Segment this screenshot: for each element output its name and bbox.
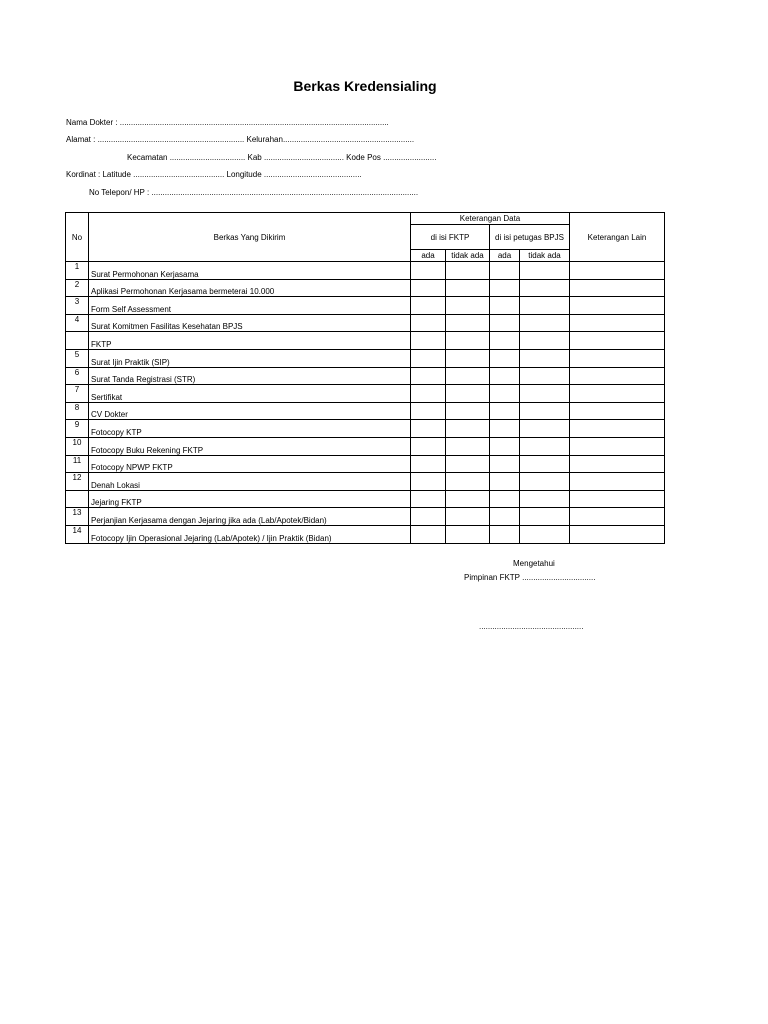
cell-ada-fktp[interactable] [411, 279, 446, 297]
header-keterangan-data: Keterangan Data [411, 213, 570, 225]
cell-keterangan-lain[interactable] [570, 262, 665, 280]
row-item: FKTP [89, 332, 411, 350]
table-row [66, 332, 665, 350]
row-no: 13 [66, 508, 89, 526]
cell-ada-fktp[interactable] [411, 332, 446, 350]
cell-tidak-ada-fktp[interactable] [446, 437, 490, 455]
cell-keterangan-lain[interactable] [570, 420, 665, 438]
table-row [66, 490, 665, 508]
table-body [66, 262, 665, 544]
cell-ada-fktp[interactable] [411, 297, 446, 315]
row-item: Perjanjian Kerjasama dengan Jejaring jika ada (Lab/Apotek/Bidan) [89, 508, 411, 526]
pimpinan-fktp-label: Pimpinan FKTP ................................. [464, 573, 596, 582]
table-row [66, 455, 665, 473]
cell-keterangan-lain[interactable] [570, 279, 665, 297]
row-item: Surat Ijin Praktik (SIP) [89, 349, 411, 367]
cell-tidak-ada-bpjs[interactable] [520, 420, 570, 438]
cell-tidak-ada-bpjs[interactable] [520, 297, 570, 315]
cell-tidak-ada-fktp[interactable] [446, 262, 490, 280]
subheader-tidak-ada-fktp: tidak ada [446, 250, 490, 262]
cell-ada-bpjs[interactable] [490, 332, 520, 350]
cell-keterangan-lain[interactable] [570, 455, 665, 473]
cell-ada-fktp[interactable] [411, 525, 446, 543]
cell-ada-bpjs[interactable] [490, 314, 520, 332]
cell-keterangan-lain[interactable] [570, 402, 665, 420]
cell-ada-fktp[interactable] [411, 314, 446, 332]
signature-line: ............................................... [479, 622, 584, 631]
subheader-tidak-ada-bpjs: tidak ada [520, 250, 570, 262]
cell-tidak-ada-bpjs[interactable] [520, 490, 570, 508]
row-item: Denah Lokasi [89, 473, 411, 491]
cell-ada-fktp[interactable] [411, 473, 446, 491]
table-row [66, 525, 665, 543]
document-title: Berkas Kredensialing [293, 78, 437, 94]
cell-ada-fktp[interactable] [411, 437, 446, 455]
row-no: 6 [66, 367, 89, 385]
row-no: 7 [66, 385, 89, 403]
row-item: Sertifikat [89, 385, 411, 403]
kordinat-field: Kordinat : Latitude ......................................... Longitude ............................................ [66, 170, 362, 179]
cell-ada-bpjs[interactable] [490, 367, 520, 385]
cell-tidak-ada-fktp[interactable] [446, 473, 490, 491]
cell-ada-bpjs[interactable] [490, 385, 520, 403]
cell-tidak-ada-fktp[interactable] [446, 385, 490, 403]
row-no: 12 [66, 473, 89, 491]
cell-keterangan-lain[interactable] [570, 508, 665, 526]
row-no: 3 [66, 297, 89, 315]
table-row [66, 508, 665, 526]
table-row [66, 402, 665, 420]
row-no: 9 [66, 420, 89, 438]
row-no: 8 [66, 402, 89, 420]
row-item: Form Self Assessment [89, 297, 411, 315]
table-row [66, 473, 665, 491]
subheader-ada-bpjs: ada [490, 250, 520, 262]
telepon-field: No Telepon/ HP : ........................................................................................................................ [89, 188, 419, 197]
cell-tidak-ada-fktp[interactable] [446, 332, 490, 350]
row-no [66, 332, 89, 350]
kecamatan-field: Kecamatan .................................. Kab .................................... Kode Pos ........................ [127, 153, 437, 162]
cell-ada-bpjs[interactable] [490, 262, 520, 280]
cell-ada-fktp[interactable] [411, 455, 446, 473]
cell-ada-bpjs[interactable] [490, 402, 520, 420]
cell-keterangan-lain[interactable] [570, 332, 665, 350]
cell-keterangan-lain[interactable] [570, 473, 665, 491]
cell-tidak-ada-fktp[interactable] [446, 455, 490, 473]
table-row [66, 367, 665, 385]
table-row [66, 314, 665, 332]
table-row [66, 297, 665, 315]
cell-tidak-ada-fktp[interactable] [446, 297, 490, 315]
cell-keterangan-lain[interactable] [570, 525, 665, 543]
cell-ada-bpjs[interactable] [490, 279, 520, 297]
nama-dokter-field: Nama Dokter : ......................................................................................................................... [66, 118, 389, 127]
row-item: Aplikasi Permohonan Kerjasama bermeterai 10.000 [89, 279, 411, 297]
row-no: 1 [66, 262, 89, 280]
cell-ada-bpjs[interactable] [490, 525, 520, 543]
header-berkas: Berkas Yang Dikirim [89, 213, 411, 262]
cell-tidak-ada-bpjs[interactable] [520, 525, 570, 543]
row-no: 14 [66, 525, 89, 543]
table-row [66, 262, 665, 280]
table-row [66, 279, 665, 297]
cell-tidak-ada-fktp[interactable] [446, 349, 490, 367]
cell-ada-fktp[interactable] [411, 262, 446, 280]
cell-ada-bpjs[interactable] [490, 473, 520, 491]
row-item: Jejaring FKTP [89, 490, 411, 508]
alamat-field: Alamat : .................................................................. Kelurahan........................................................... [66, 135, 415, 144]
row-no: 5 [66, 349, 89, 367]
cell-keterangan-lain[interactable] [570, 437, 665, 455]
cell-ada-bpjs[interactable] [490, 455, 520, 473]
cell-ada-fktp[interactable] [411, 420, 446, 438]
cell-ada-bpjs[interactable] [490, 420, 520, 438]
cell-tidak-ada-bpjs[interactable] [520, 473, 570, 491]
header-bpjs: di isi petugas BPJS [490, 225, 570, 250]
cell-tidak-ada-bpjs[interactable] [520, 402, 570, 420]
cell-keterangan-lain[interactable] [570, 490, 665, 508]
cell-tidak-ada-bpjs[interactable] [520, 508, 570, 526]
cell-ada-fktp[interactable] [411, 490, 446, 508]
cell-tidak-ada-bpjs[interactable] [520, 385, 570, 403]
cell-keterangan-lain[interactable] [570, 367, 665, 385]
row-no: 10 [66, 437, 89, 455]
cell-tidak-ada-fktp[interactable] [446, 314, 490, 332]
cell-tidak-ada-fktp[interactable] [446, 420, 490, 438]
cell-ada-fktp[interactable] [411, 367, 446, 385]
cell-ada-bpjs[interactable] [490, 349, 520, 367]
cell-ada-bpjs[interactable] [490, 437, 520, 455]
row-item: CV Dokter [89, 402, 411, 420]
row-no: 2 [66, 279, 89, 297]
table-row [66, 385, 665, 403]
cell-keterangan-lain[interactable] [570, 349, 665, 367]
cell-keterangan-lain[interactable] [570, 297, 665, 315]
cell-ada-fktp[interactable] [411, 385, 446, 403]
berkas-table [65, 212, 665, 544]
cell-tidak-ada-bpjs[interactable] [520, 455, 570, 473]
cell-tidak-ada-fktp[interactable] [446, 279, 490, 297]
table-row [66, 420, 665, 438]
row-item: Fotocopy NPWP FKTP [89, 455, 411, 473]
row-no: 4 [66, 314, 89, 332]
cell-tidak-ada-bpjs[interactable] [520, 437, 570, 455]
row-item: Fotocopy KTP [89, 420, 411, 438]
row-item: Fotocopy Ijin Operasional Jejaring (Lab/Apotek) / Ijin Praktik (Bidan) [89, 525, 411, 543]
cell-tidak-ada-fktp[interactable] [446, 367, 490, 385]
cell-ada-fktp[interactable] [411, 402, 446, 420]
row-item: Surat Tanda Registrasi (STR) [89, 367, 411, 385]
row-item: Surat Permohonan Kerjasama [89, 262, 411, 280]
cell-tidak-ada-bpjs[interactable] [520, 349, 570, 367]
cell-tidak-ada-fktp[interactable] [446, 490, 490, 508]
cell-tidak-ada-fktp[interactable] [446, 402, 490, 420]
row-item: Surat Komitmen Fasilitas Kesehatan BPJS [89, 314, 411, 332]
table-row [66, 437, 665, 455]
cell-ada-bpjs[interactable] [490, 508, 520, 526]
cell-tidak-ada-bpjs[interactable] [520, 262, 570, 280]
row-no: 11 [66, 455, 89, 473]
cell-tidak-ada-bpjs[interactable] [520, 279, 570, 297]
header-fktp: di isi FKTP [411, 225, 490, 250]
row-item: Fotocopy Buku Rekening FKTP [89, 437, 411, 455]
mengetahui-label: Mengetahui [513, 559, 555, 568]
cell-tidak-ada-fktp[interactable] [446, 508, 490, 526]
cell-keterangan-lain[interactable] [570, 385, 665, 403]
cell-tidak-ada-bpjs[interactable] [520, 314, 570, 332]
cell-ada-bpjs[interactable] [490, 490, 520, 508]
header-no: No [66, 213, 89, 262]
table-row [66, 349, 665, 367]
cell-tidak-ada-bpjs[interactable] [520, 367, 570, 385]
cell-ada-bpjs[interactable] [490, 297, 520, 315]
cell-keterangan-lain[interactable] [570, 314, 665, 332]
cell-tidak-ada-fktp[interactable] [446, 525, 490, 543]
cell-ada-fktp[interactable] [411, 508, 446, 526]
cell-tidak-ada-bpjs[interactable] [520, 332, 570, 350]
subheader-ada-fktp: ada [411, 250, 446, 262]
cell-ada-fktp[interactable] [411, 349, 446, 367]
row-no [66, 490, 89, 508]
header-keterangan-lain: Keterangan Lain [570, 213, 665, 262]
